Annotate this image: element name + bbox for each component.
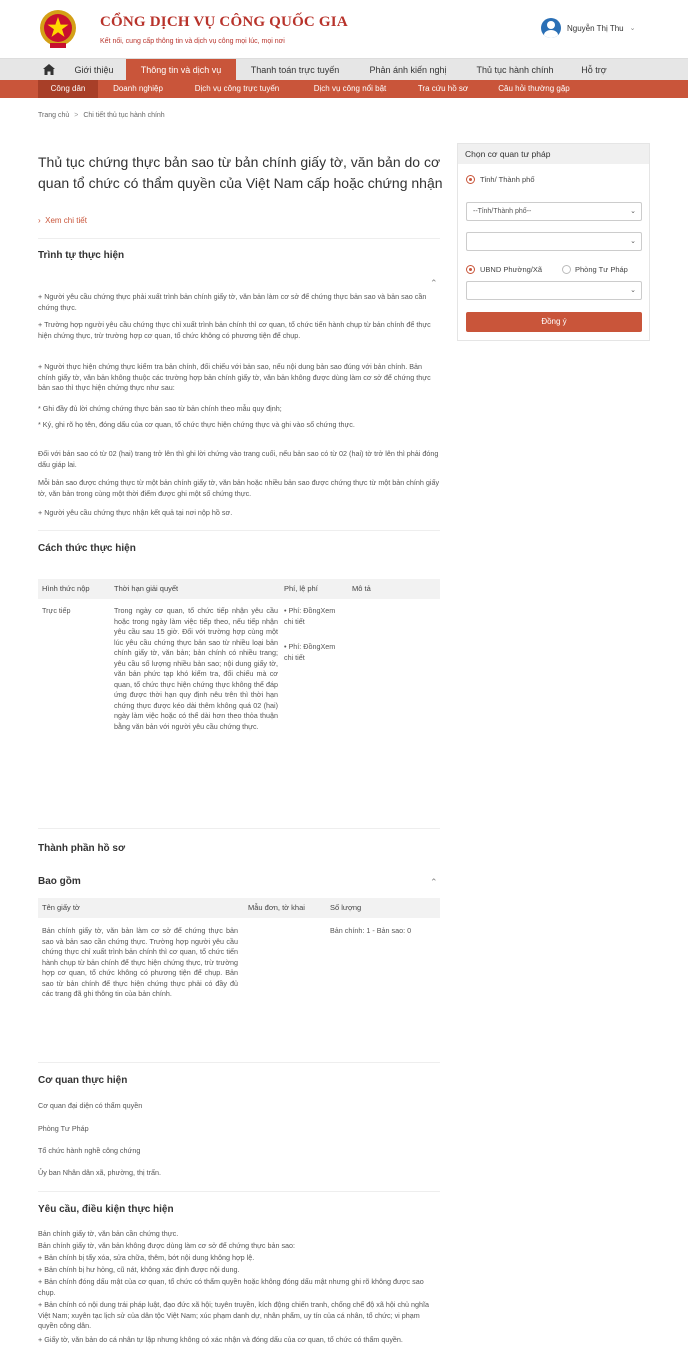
justice-agency-panel bbox=[457, 143, 650, 341]
subnav-item-dvc-truc-tuyen[interactable]: Dịch vụ công trực tuyến bbox=[194, 84, 280, 93]
nav-item-gioi-thieu[interactable]: Giới thiệu bbox=[74, 65, 114, 75]
method-fee-2: • Phí: ĐồngXem chi tiết bbox=[284, 642, 336, 662]
th-hinh-thuc: Hình thức nộp bbox=[42, 584, 90, 593]
radio-justice-office-label[interactable]: Phòng Tư Pháp bbox=[575, 265, 628, 274]
chevron-down-icon: ⌄ bbox=[630, 287, 636, 294]
subsection-title-bao-gom: Bao gồm bbox=[38, 876, 81, 887]
trinh-tu-paragraph: + Người yêu cầu chứng thực nhận kết quả tại nơi nộp hồ sơ. bbox=[38, 508, 233, 517]
th-ten-giay-to: Tên giấy tờ bbox=[42, 903, 80, 912]
agency-item: Ủy ban Nhân dân xã, phường, thị trấn. bbox=[38, 1168, 162, 1177]
method-fee-1: • Phí: ĐồngXem chi tiết bbox=[284, 606, 336, 626]
page-title: Thủ tục chứng thực bản sao từ bản chính giấy tờ, văn bản do cơ quan tổ chức có thẩm quyền của Việt Nam cấp hoặc chứng nhận bbox=[38, 154, 443, 191]
breadcrumb-current: Chi tiết thủ tục hành chính bbox=[83, 112, 165, 119]
user-menu[interactable] bbox=[541, 18, 636, 38]
province-select[interactable] bbox=[466, 202, 642, 221]
subnav-item-doanh-nghiep[interactable]: Doanh nghiệp bbox=[113, 84, 163, 93]
radio-province[interactable] bbox=[466, 175, 475, 184]
radio-province-label[interactable]: Tỉnh/ Thành phố bbox=[480, 175, 535, 184]
radio-justice-office[interactable] bbox=[562, 265, 571, 274]
user-name: Nguyễn Thị Thu bbox=[567, 23, 624, 33]
fee-text[interactable]: Phí: ĐồngXem chi tiết bbox=[284, 606, 336, 626]
user-avatar-icon bbox=[541, 18, 561, 38]
trinh-tu-paragraph: + Người yêu cầu chứng thực phải xuất trình bản chính giấy tờ, văn bản làm cơ sở để chứng thực bản sao và bản sao cần chứng thực. bbox=[38, 292, 427, 312]
document-name: Bản chính giấy tờ, văn bản làm cơ sở để chứng thực bản sao và bản sao cần chứng thực. Trường hợp người yêu cầu chứng thực chỉ xuất trình bản chính thì cơ quan, tổ chức tiến hành chụp từ bản chính để thực hiện chứng thực, trừ trường hợp cơ quan, tổ chức không có phương tiện để chụp. Bản sao từ bản chính để thực hiện chứng thực phải có đầy đủ các trang đã ghi thông tin của bản chính. bbox=[42, 926, 238, 998]
trinh-tu-paragraph: + Người thực hiện chứng thực kiểm tra bản chính, đối chiếu với bản sao, nếu nội dung bản sao đúng với bản chính. Bản chính giấy tờ, văn bản không thuộc các trường hợp bản chính giấy tờ, văn bản không được dùng làm cơ sở để chứng thực bản sao thì thực hiện chứng thực như sau: bbox=[38, 362, 431, 392]
chevron-right-icon: > bbox=[74, 112, 79, 119]
th-thoi-han: Thời hạn giải quyết bbox=[114, 584, 179, 593]
th-mo-ta: Mô tả bbox=[352, 584, 371, 593]
subnav-item-dvc-noi-bat[interactable]: Dịch vụ công nổi bật bbox=[313, 84, 387, 93]
chevron-up-icon[interactable]: ⌃ bbox=[430, 278, 438, 288]
requirement-line: + Bản chính đóng dấu mật của cơ quan, tổ chức có thẩm quyền hoặc không đóng dấu mật nhưng ghi rõ không được sao chụp. bbox=[38, 1277, 424, 1297]
chevron-down-icon: ⌄ bbox=[630, 238, 636, 245]
requirement-line: Bản chính giấy tờ, văn bản cần chứng thực. bbox=[38, 1229, 179, 1238]
subnav-item-cau-hoi[interactable]: Câu hỏi thường gặp bbox=[498, 84, 570, 93]
trinh-tu-paragraph: + Trường hợp người yêu cầu chứng thực chỉ xuất trình bản chính thì cơ quan, tổ chức tiến hành chụp từ bản chính để thực hiện chứng thực, trừ trường hợp cơ quan, tổ chức không có phương tiện để chụp. bbox=[38, 320, 431, 340]
divider bbox=[38, 238, 440, 239]
nav-item-thong-tin-dich-vu[interactable]: Thông tin và dịch vụ bbox=[126, 59, 236, 81]
method-table-header bbox=[38, 579, 440, 599]
agency-item: Tổ chức hành nghề công chứng bbox=[38, 1146, 141, 1155]
requirement-line: + Giấy tờ, văn bản do cá nhân tự lập nhưng không có xác nhận và đóng dấu của cơ quan, tổ chức có thẩm quyền. bbox=[38, 1335, 403, 1344]
section-title-trinh-tu: Trình tự thực hiện bbox=[38, 250, 125, 261]
brand-subtitle: Kết nối, cung cấp thông tin và dịch vụ công mọi lúc, mọi nơi bbox=[100, 38, 285, 45]
trinh-tu-paragraph: * Ghi đầy đủ lời chứng chứng thực bản sao từ bản chính theo mẫu quy định; bbox=[38, 404, 282, 413]
main-nav bbox=[0, 58, 688, 80]
trinh-tu-paragraph: Đối với bản sao có từ 02 (hai) trang trở lên thì ghi lời chứng vào trang cuối, nếu bản sao có từ 02 (hai) tờ trở lên thì phải đóng dấu giáp lai. bbox=[38, 449, 439, 469]
nav-item-ho-tro[interactable]: Hỗ trợ bbox=[581, 65, 607, 75]
documents-table-header bbox=[38, 898, 440, 918]
radio-ward-label[interactable]: UBND Phường/Xã bbox=[480, 265, 543, 274]
section-title-yeu-cau: Yêu cầu, điều kiện thực hiện bbox=[38, 1204, 174, 1215]
nav-item-thanh-toan[interactable]: Thanh toán trực tuyến bbox=[250, 65, 340, 75]
panel-title: Chọn cơ quan tư pháp bbox=[458, 144, 649, 164]
breadcrumb bbox=[38, 112, 165, 119]
national-emblem-icon[interactable] bbox=[38, 8, 78, 50]
th-mau-don: Mẫu đơn, tờ khai bbox=[248, 903, 305, 912]
section-title-thanh-phan: Thành phần hồ sơ bbox=[38, 843, 126, 854]
method-duration: Trong ngày cơ quan, tổ chức tiếp nhận yêu cầu hoặc trong ngày làm việc tiếp theo, nếu tiếp nhận yêu cầu sau 15 giờ. Đối với trường hợp cùng một lúc yêu cầu chứng thực bản sao từ nhiều loại bản chính giấy tờ, văn bản; bản chính có nhiều trang; yêu cầu số lượng nhiều bản sao; nội dung giấy tờ, văn bản phức tạp khó kiểm tra, đối chiếu mà cơ quan, tổ chức thực hiện chứng thực không thể đáp ứng được thời hạn quy định nêu trên thì thời hạn chứng thực được kéo dài thêm không quá 02 (hai) ngày làm việc hoặc có thể dài hơn theo thỏa thuận bằng văn bản với người yêu cầu chứng thực. bbox=[114, 606, 278, 731]
nav-item-phan-anh[interactable]: Phản ánh kiến nghị bbox=[369, 65, 447, 75]
site-header bbox=[0, 0, 688, 58]
document-quantity: Bản chính: 1 - Bản sao: 0 bbox=[330, 926, 412, 935]
view-detail-link[interactable] bbox=[38, 216, 87, 225]
requirement-line: Bản chính giấy tờ, văn bản không được dùng làm cơ sở để chứng thực bản sao: bbox=[38, 1241, 296, 1250]
fee-text[interactable]: Phí: ĐồngXem chi tiết bbox=[284, 642, 336, 662]
province-select-value: --Tỉnh/Thành phố-- bbox=[473, 208, 532, 215]
th-phi: Phí, lệ phí bbox=[284, 584, 318, 593]
chevron-down-icon: ⌄ bbox=[630, 208, 636, 215]
requirement-line: + Bản chính bị tẩy xóa, sửa chữa, thêm, bớt nội dung không hợp lệ. bbox=[38, 1253, 255, 1262]
trinh-tu-paragraph: Mỗi bản sao được chứng thực từ một bản chính giấy tờ, văn bản hoặc nhiều bản sao được chứng thực từ một bản chính giấy tờ, văn bản trong cùng một thời điểm được ghi một số chứng thực. bbox=[38, 478, 440, 498]
sub-nav bbox=[0, 80, 688, 98]
section-title-cach-thuc: Cách thức thực hiện bbox=[38, 543, 136, 554]
divider bbox=[38, 530, 440, 531]
radio-ward[interactable] bbox=[466, 265, 475, 274]
office-select[interactable] bbox=[466, 281, 642, 300]
chevron-up-icon[interactable]: ⌃ bbox=[430, 877, 438, 887]
view-detail-label: Xem chi tiết bbox=[45, 216, 87, 225]
divider bbox=[38, 1062, 440, 1063]
breadcrumb-home[interactable]: Trang chủ bbox=[38, 112, 70, 119]
brand-title[interactable]: CỔNG DỊCH VỤ CÔNG QUỐC GIA bbox=[100, 14, 348, 30]
submit-button[interactable]: Đồng ý bbox=[466, 312, 642, 332]
method-form: Trực tiếp bbox=[42, 606, 71, 615]
home-icon[interactable] bbox=[43, 64, 55, 75]
th-so-luong: Số lượng bbox=[330, 903, 362, 912]
subnav-item-tra-cuu[interactable]: Tra cứu hồ sơ bbox=[417, 84, 469, 93]
agency-item: Phòng Tư Pháp bbox=[38, 1124, 89, 1133]
trinh-tu-paragraph: * Ký, ghi rõ họ tên, đóng dấu của cơ quan, tổ chức thực hiện chứng thực và ghi vào sổ chứng thực. bbox=[38, 420, 355, 429]
divider bbox=[38, 828, 440, 829]
district-select[interactable] bbox=[466, 232, 642, 251]
section-title-co-quan: Cơ quan thực hiện bbox=[38, 1075, 128, 1086]
chevron-down-icon: ⌄ bbox=[629, 25, 636, 32]
nav-item-thu-tuc[interactable]: Thủ tục hành chính bbox=[476, 65, 554, 75]
divider bbox=[38, 1191, 440, 1192]
requirement-line: + Bản chính bị hư hỏng, cũ nát, không xác định được nội dung. bbox=[38, 1265, 240, 1274]
agency-item: Cơ quan đại diện có thẩm quyền bbox=[38, 1101, 143, 1110]
chevron-right-icon: › bbox=[38, 216, 41, 225]
subnav-item-cong-dan[interactable]: Công dân bbox=[38, 80, 98, 98]
requirement-line: + Bản chính có nội dung trái pháp luật, đạo đức xã hội; tuyên truyền, kích động chiến tranh, chống chế độ xã hội chủ nghĩa Việt Nam; xuyên tạc lịch sử của dân tộc Việt Nam; xúc phạm danh dự, nhân phẩm, uy tín của cá nhân, tổ chức; vi phạm quyền công dân. bbox=[38, 1300, 430, 1330]
